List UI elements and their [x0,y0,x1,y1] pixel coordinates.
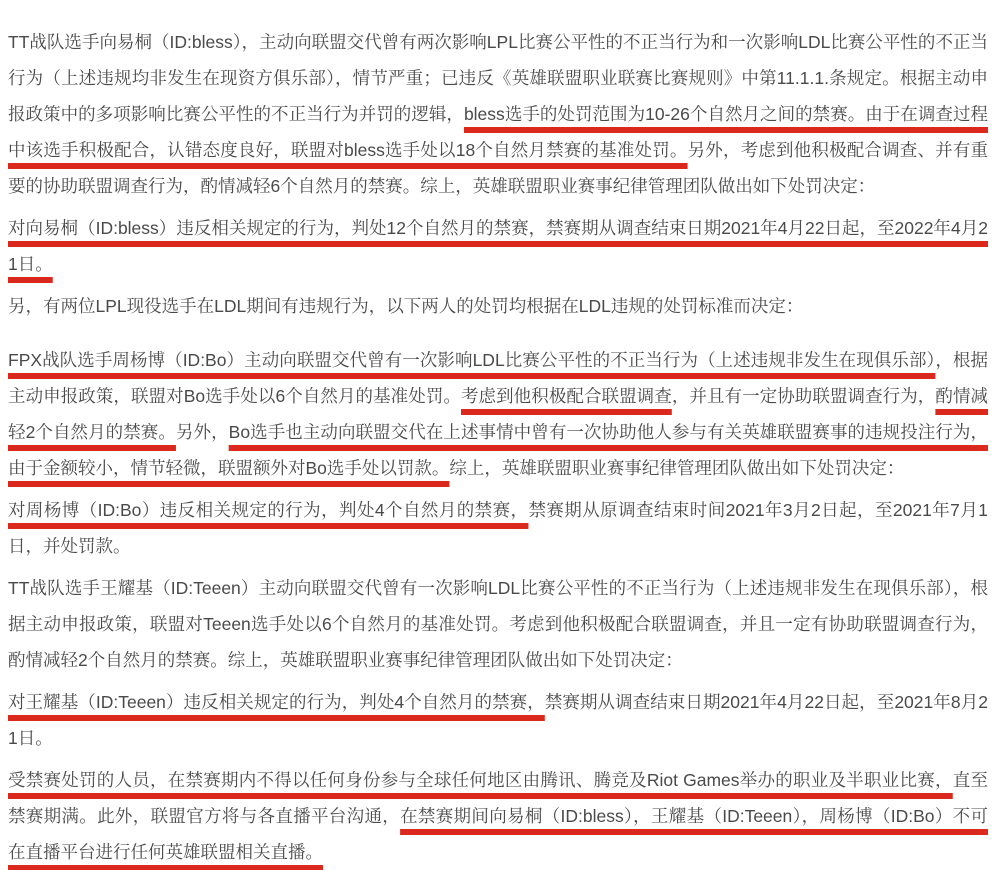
text-run: 直至禁赛期满。此外，联盟官方将与各直播平台沟通， [8,770,988,826]
paragraph [8,342,988,486]
red-underlined-text: 酌情减轻2个自然月的禁赛。 [8,386,989,442]
red-underlined-text: 考虑到他积极配合联盟调查 [460,386,672,406]
red-underlined-text: 受禁赛处罚的人员，在禁赛期内不得以任何身份参与全球任何地区由腾讯、腾竞及Riot Games举办的职业及半职业比赛， [8,770,953,790]
text-run: TT战队选手向易桐（ID:bless），主动向联盟交代曾有两次影响LPL比赛公平性的不正当行为和一次影响LDL比赛公平性的不正当行为（上述违规均非发生在现资方俱乐部），情节严重；已违反《英雄联盟职业联赛比赛规则》中第11.1.1.条规定。根据主动申报政策中的多项影响比赛公平性的不正当行为并罚的逻辑， [8,32,988,124]
text-run: ，根据主动申报政策，联盟对Bo选手处以6个自然月的基准处罚。 [8,350,989,406]
red-underlined-text: 对周杨博（ID:Bo）违反相关规定的行为，判处4个自然月的禁赛， [8,500,529,520]
paragraph-list [8,24,988,870]
text-run: 禁赛期从调查结束日期2021年4月22日起，至2021年8月21日。 [8,692,988,748]
text-run: 禁赛期从原调查结束时间2021年3月2日起，至2021年7月1日，并处罚款。 [8,500,988,556]
text-run: TT战队选手王耀基（ID:Teeen）主动向联盟交代曾有一次影响LDL比赛公平性的不正当行为（上述违规非发生在现俱乐部），根据主动申报政策，联盟对Teeen选手处以6个自然月的基准处罚。考虑到他积极配合联盟调查，并且一定有协助联盟调查行为，酌情减轻2个自然月的禁赛。综上，英雄联盟职业赛事纪律管理团队做出如下处罚决定： [8,578,988,670]
text-run: 综上，英雄联盟职业赛事纪律管理团队做出如下处罚决定： [449,458,905,478]
paragraph [8,684,988,756]
red-underlined-text: 对向易桐（ID:bless）违反相关规定的行为，判处12个自然月的禁赛，禁赛期从调查结束日期2021年4月22日起，至2022年4月21日。 [8,218,988,274]
text-run: 另外，考虑到他积极配合调查、并有重要的协助联盟调查行为，酌情减轻6个自然月的禁赛。综上，英雄联盟职业赛事纪律管理团队做出如下处罚决定： [8,140,988,196]
paragraph [8,210,988,282]
paragraph [8,492,988,564]
red-underlined-text: 在禁赛期间向易桐（ID:bless），王耀基（ID:Teeen），周杨博（ID:Bo）不可在直播平台进行任何英雄联盟相关直播。 [8,806,988,862]
text-run: ，并且有一定协助联盟调查行为， [671,386,936,406]
text-run: 另外， [175,422,229,442]
paragraph [8,288,988,324]
paragraph [8,24,988,204]
red-underlined-text: FPX战队选手周杨博（ID:Bo）主动向联盟交代曾有一次影响LDL比赛公平性的不正当行为（上述违规非发生在现俱乐部） [8,350,936,370]
red-underlined-text: 对王耀基（ID:Teeen）违反相关规定的行为，判处4个自然月的禁赛， [8,692,545,712]
text-run: 另，有两位LPL现役选手在LDL期间有违规行为，以下两人的处罚均根据在LDL违规的处罚标准而决定： [8,296,804,316]
red-underlined-text: bless选手的处罚范围为10-26个自然月之间的禁赛。由于在调查过程中该选手积极配合，认错态度良好，联盟对bless选手处以18个自然月禁赛的基准处罚。 [8,104,988,160]
paragraph [8,570,988,678]
red-underlined-text: Bo选手也主动向联盟交代在上述事情中曾有一次协助他人参与有关英雄联盟赛事的违规投注行为，由于金额较小，情节轻微，联盟额外对Bo选手处以罚款。 [8,422,989,478]
